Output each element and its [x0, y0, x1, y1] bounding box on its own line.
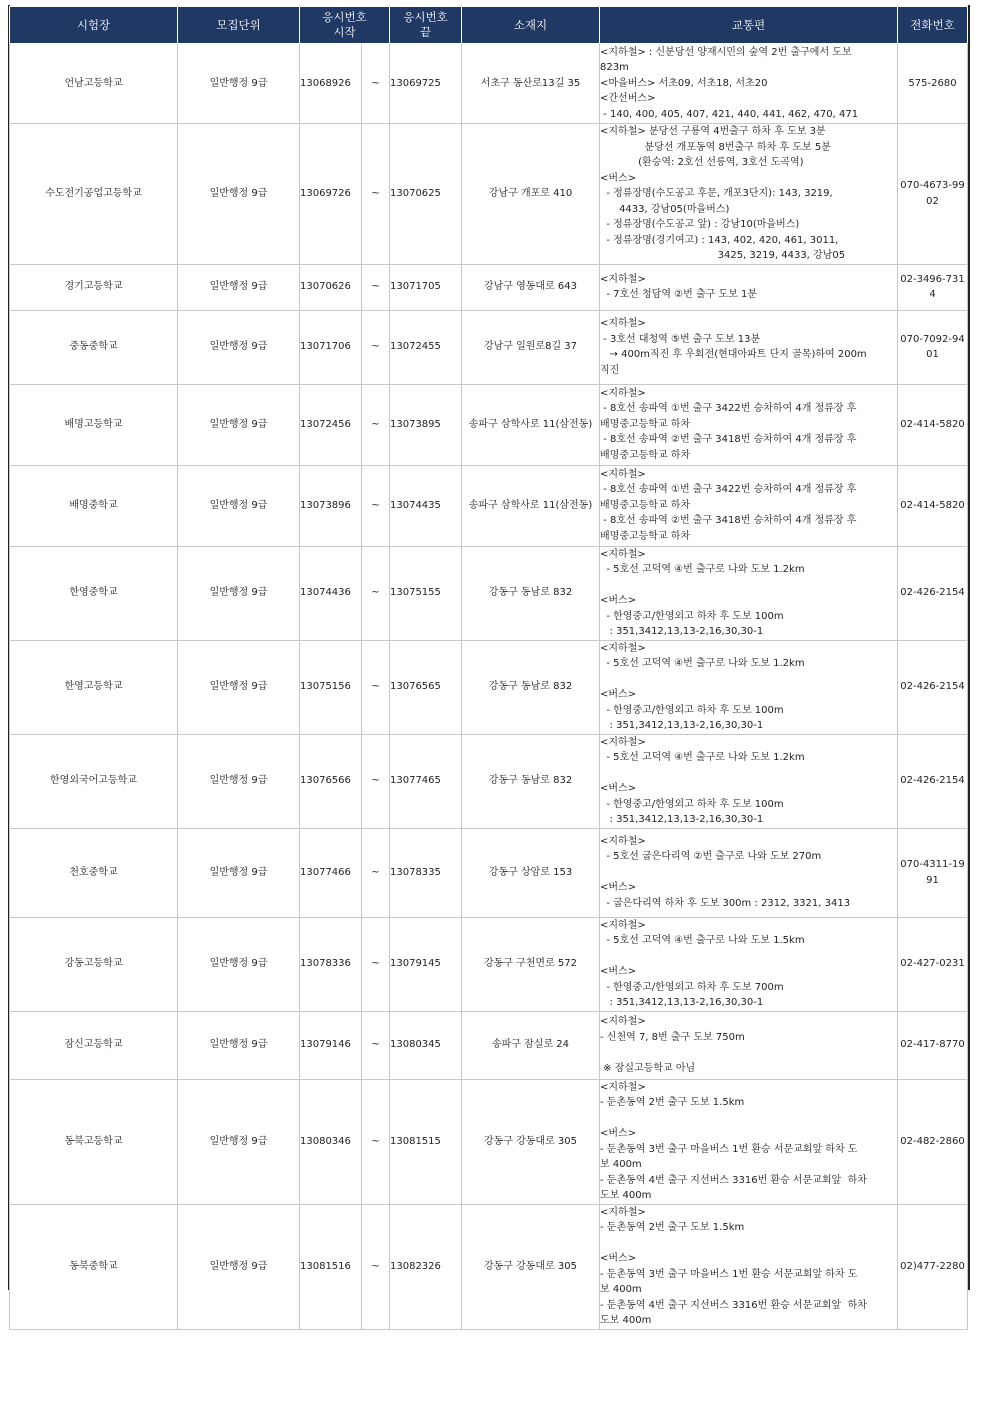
- table-row: [10, 384, 968, 465]
- start-number-cell: 13077466: [300, 828, 362, 917]
- range-tilde: ~: [362, 44, 390, 124]
- range-tilde: ~: [362, 917, 390, 1011]
- range-tilde: ~: [362, 124, 390, 265]
- table-row: [10, 1011, 968, 1079]
- end-number-cell: 13073895: [390, 384, 462, 465]
- table-row: [10, 44, 968, 124]
- address-cell: 강남구 개포로 410: [462, 124, 600, 265]
- table-row: [10, 1079, 968, 1204]
- transport-cell: <지하철> - 8호선 송파역 ①번 출구 3422번 승차하여 4개 정류장 후 배명중고등학교 하차 - 8호선 송파역 ②번 출구 3418번 승차하여 4개 정류장 후 배명중고등학교 하차: [600, 465, 898, 546]
- transport-cell: <지하철> 분당선 구룡역 4번출구 하차 후 도보 3분 분당선 개포동역 8번출구 하차 후 도보 5분 (환승역: 2호선 선릉역, 3호선 도곡역) <버스> - 정류장명(수도공고 후문, 개포3단지): 143, 3219, 4433, 강남05(마을버스) - 정류장명(수도공고 앞) : 강남10(마을버스) - 정류장명(경기여고) : 143, 402, 420, 461, 3011, 3425, 3219, 4433, 강남05: [600, 124, 898, 265]
- unit-cell: 일반행정 9급: [178, 546, 300, 640]
- transport-cell: <지하철> - 5호선 고덕역 ④번 출구로 나와 도보 1.2km <버스> - 한영중고/한영외고 하차 후 도보 100m : 351,3412,13,13-2,16,30,30-1: [600, 640, 898, 734]
- table-row: [10, 828, 968, 917]
- address-cell: 송파구 삼학사로 11(삼전동): [462, 384, 600, 465]
- address-cell: 강동구 강동대로 305: [462, 1204, 600, 1329]
- unit-cell: 일반행정 9급: [178, 310, 300, 384]
- range-tilde: ~: [362, 1011, 390, 1079]
- exam-site-table: [9, 6, 968, 1330]
- site-cell: 한영외국어고등학교: [10, 734, 178, 828]
- end-number-cell: 13081515: [390, 1079, 462, 1204]
- unit-cell: 일반행정 9급: [178, 44, 300, 124]
- site-cell: 중동중학교: [10, 310, 178, 384]
- site-cell: 경기고등학교: [10, 264, 178, 310]
- address-cell: 강동구 동남로 832: [462, 734, 600, 828]
- unit-cell: 일반행정 9급: [178, 264, 300, 310]
- range-tilde: ~: [362, 264, 390, 310]
- header-unit: 모집단위: [178, 7, 300, 44]
- end-number-cell: 13071705: [390, 264, 462, 310]
- unit-cell: 일반행정 9급: [178, 640, 300, 734]
- address-cell: 강남구 일원로8길 37: [462, 310, 600, 384]
- end-number-cell: 13079145: [390, 917, 462, 1011]
- phone-cell: 070-4311-1991: [898, 828, 968, 917]
- header-address: 소재지: [462, 7, 600, 44]
- start-number-cell: 13072456: [300, 384, 362, 465]
- address-cell: 강동구 동남로 832: [462, 546, 600, 640]
- site-cell: 동북중학교: [10, 1204, 178, 1329]
- start-number-cell: 13069726: [300, 124, 362, 265]
- header-phone: 전화번호: [898, 7, 968, 44]
- start-number-cell: 13081516: [300, 1204, 362, 1329]
- end-number-cell: 13076565: [390, 640, 462, 734]
- site-cell: 배명중학교: [10, 465, 178, 546]
- unit-cell: 일반행정 9급: [178, 734, 300, 828]
- range-tilde: ~: [362, 465, 390, 546]
- phone-cell: 02-482-2860: [898, 1079, 968, 1204]
- unit-cell: 일반행정 9급: [178, 917, 300, 1011]
- range-tilde: ~: [362, 1079, 390, 1204]
- header-row: [10, 7, 968, 44]
- address-cell: 강동구 구천면로 572: [462, 917, 600, 1011]
- table-row: [10, 310, 968, 384]
- table-row: [10, 124, 968, 265]
- range-tilde: ~: [362, 1204, 390, 1329]
- unit-cell: 일반행정 9급: [178, 1204, 300, 1329]
- phone-cell: 02-414-5820: [898, 384, 968, 465]
- start-number-cell: 13080346: [300, 1079, 362, 1204]
- start-number-cell: 13075156: [300, 640, 362, 734]
- unit-cell: 일반행정 9급: [178, 1011, 300, 1079]
- header-site: 시험장: [10, 7, 178, 44]
- start-number-cell: 13070626: [300, 264, 362, 310]
- site-cell: 강동고등학교: [10, 917, 178, 1011]
- transport-cell: <지하철> - 둔촌동역 2번 출구 도보 1.5km <버스> - 둔촌동역 3번 출구 마을버스 1번 환승 서문교회앞 하차 도 보 400m - 둔촌동역 4번 출구 지선버스 3316번 환승 서문교회앞 하차 도보 400m: [600, 1079, 898, 1204]
- transport-cell: <지하철> - 신천역 7, 8번 출구 도보 750m ※ 잠실고등학교 아님: [600, 1011, 898, 1079]
- phone-cell: 02-426-2154: [898, 640, 968, 734]
- site-cell: 한영고등학교: [10, 640, 178, 734]
- address-cell: 강동구 강동대로 305: [462, 1079, 600, 1204]
- table-row: [10, 264, 968, 310]
- range-tilde: ~: [362, 828, 390, 917]
- phone-cell: 02-426-2154: [898, 734, 968, 828]
- transport-cell: <지하철> - 5호선 고덕역 ④번 출구로 나와 도보 1.2km <버스> - 한영중고/한영외고 하차 후 도보 100m : 351,3412,13,13-2,16,30,30-1: [600, 734, 898, 828]
- phone-cell: 02-427-0231: [898, 917, 968, 1011]
- transport-cell: <지하철> - 5호선 고덕역 ④번 출구로 나와 도보 1.2km <버스> - 한영중고/한영외고 하차 후 도보 100m : 351,3412,13,13-2,16,30,30-1: [600, 546, 898, 640]
- start-number-cell: 13071706: [300, 310, 362, 384]
- header-start: 응시번호 시작: [300, 7, 390, 44]
- address-cell: 송파구 삼학사로 11(삼전동): [462, 465, 600, 546]
- end-number-cell: 13080345: [390, 1011, 462, 1079]
- start-number-cell: 13068926: [300, 44, 362, 124]
- table-row: [10, 640, 968, 734]
- phone-cell: 575-2680: [898, 44, 968, 124]
- unit-cell: 일반행정 9급: [178, 1079, 300, 1204]
- unit-cell: 일반행정 9급: [178, 465, 300, 546]
- end-number-cell: 13077465: [390, 734, 462, 828]
- phone-cell: 070-4673-9902: [898, 124, 968, 265]
- transport-cell: <지하철> : 신분당선 양재시민의 숲역 2번 출구에서 도보 823m <마을버스> 서초09, 서초18, 서초20 <간선버스> - 140, 400, 405, 407, 421, 440, 441, 462, 470, 471: [600, 44, 898, 124]
- phone-cell: 070-7092-9401: [898, 310, 968, 384]
- end-number-cell: 13070625: [390, 124, 462, 265]
- transport-cell: <지하철> - 8호선 송파역 ①번 출구 3422번 승차하여 4개 정류장 후 배명중고등학교 하차 - 8호선 송파역 ②번 출구 3418번 승차하여 4개 정류장 후 배명중고등학교 하차: [600, 384, 898, 465]
- transport-cell: <지하철> - 3호선 대청역 ⑤번 출구 도보 13분 → 400m직진 후 우회전(현대아파트 단지 골목)하여 200m 직진: [600, 310, 898, 384]
- start-number-cell: 13079146: [300, 1011, 362, 1079]
- end-number-cell: 13074435: [390, 465, 462, 546]
- start-number-cell: 13073896: [300, 465, 362, 546]
- site-cell: 잠신고등학교: [10, 1011, 178, 1079]
- transport-cell: <지하철> - 5호선 굽은다리역 ②번 출구로 나와 도보 270m <버스> - 굽은다리역 하차 후 도보 300m : 2312, 3321, 3413: [600, 828, 898, 917]
- site-cell: 배명고등학교: [10, 384, 178, 465]
- table-row: [10, 546, 968, 640]
- table-row: [10, 917, 968, 1011]
- site-cell: 언남고등학교: [10, 44, 178, 124]
- range-tilde: ~: [362, 546, 390, 640]
- transport-cell: <지하철> - 7호선 청담역 ②번 출구 도보 1분: [600, 264, 898, 310]
- unit-cell: 일반행정 9급: [178, 828, 300, 917]
- address-cell: 송파구 잠실로 24: [462, 1011, 600, 1079]
- phone-cell: 02-414-5820: [898, 465, 968, 546]
- range-tilde: ~: [362, 384, 390, 465]
- unit-cell: 일반행정 9급: [178, 124, 300, 265]
- address-cell: 강동구 상암로 153: [462, 828, 600, 917]
- unit-cell: 일반행정 9급: [178, 384, 300, 465]
- address-cell: 강동구 동남로 832: [462, 640, 600, 734]
- address-cell: 서초구 동산로13길 35: [462, 44, 600, 124]
- start-number-cell: 13074436: [300, 546, 362, 640]
- start-number-cell: 13078336: [300, 917, 362, 1011]
- table-row: [10, 734, 968, 828]
- range-tilde: ~: [362, 640, 390, 734]
- phone-cell: 02-426-2154: [898, 546, 968, 640]
- site-cell: 천호중학교: [10, 828, 178, 917]
- site-cell: 동북고등학교: [10, 1079, 178, 1204]
- site-cell: 한영중학교: [10, 546, 178, 640]
- table-row: [10, 1204, 968, 1329]
- phone-cell: 02-417-8770: [898, 1011, 968, 1079]
- phone-cell: 02)477-2280: [898, 1204, 968, 1329]
- transport-cell: <지하철> - 5호선 고덕역 ④번 출구로 나와 도보 1.5km <버스> - 한영중고/한영외고 하차 후 도보 700m : 351,3412,13,13-2,16,30,30-1: [600, 917, 898, 1011]
- site-cell: 수도전기공업고등학교: [10, 124, 178, 265]
- address-cell: 강남구 영동대로 643: [462, 264, 600, 310]
- end-number-cell: 13072455: [390, 310, 462, 384]
- header-end: 응시번호 끝: [390, 7, 462, 44]
- start-number-cell: 13076566: [300, 734, 362, 828]
- phone-cell: 02-3496-7314: [898, 264, 968, 310]
- end-number-cell: 13075155: [390, 546, 462, 640]
- range-tilde: ~: [362, 310, 390, 384]
- end-number-cell: 13082326: [390, 1204, 462, 1329]
- end-number-cell: 13069725: [390, 44, 462, 124]
- transport-cell: <지하철> - 둔촌동역 2번 출구 도보 1.5km <버스> - 둔촌동역 3번 출구 마을버스 1번 환승 서문교회앞 하차 도 보 400m - 둔촌동역 4번 출구 지선버스 3316번 환승 서문교회앞 하차 도보 400m: [600, 1204, 898, 1329]
- header-transport: 교통편: [600, 7, 898, 44]
- range-tilde: ~: [362, 734, 390, 828]
- end-number-cell: 13078335: [390, 828, 462, 917]
- table-row: [10, 465, 968, 546]
